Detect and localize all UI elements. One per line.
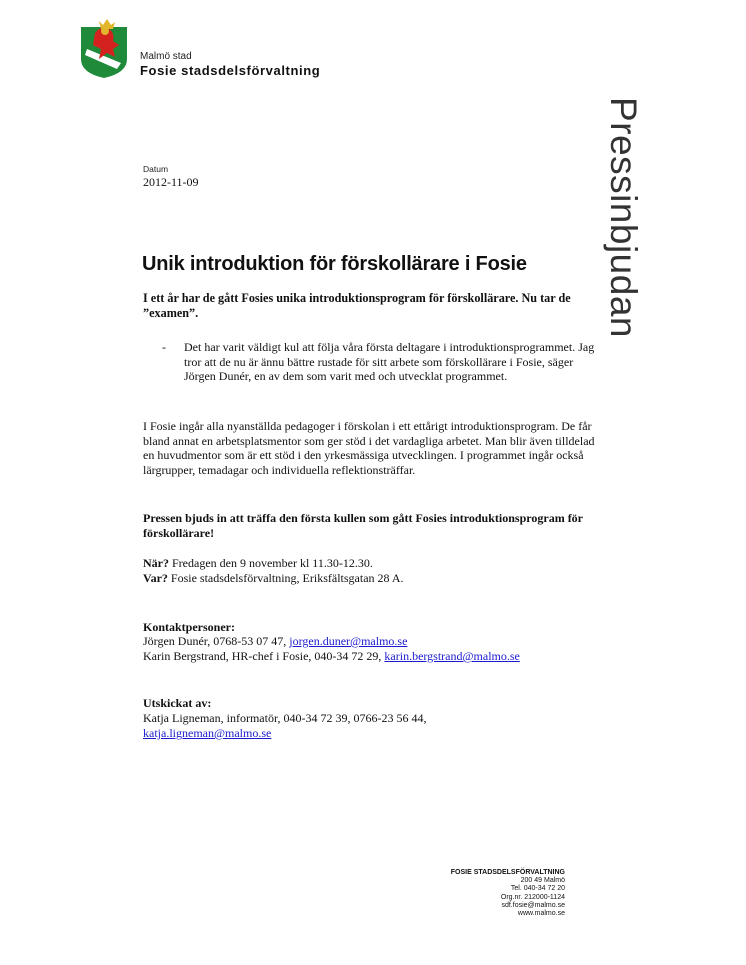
sent-by-line: Katja Ligneman, informatör, 040-34 72 39, 0766-23 56 44, <box>143 711 427 725</box>
press-invite: Pressen bjuds in att träffa den första kullen som gått Fosies introduktionsprogram för förskollärare! <box>143 511 583 540</box>
footer-address <box>451 869 565 918</box>
page-title: Unik introduktion för förskollärare i Fosie <box>142 253 527 275</box>
footer-line: sdf.fosie@malmo.se <box>501 901 565 909</box>
sent-by-email <box>143 726 271 741</box>
quote-text: Det har varit väldigt kul att följa våra första deltagare i introduktionsprogrammet. Jag tror att de nu är ännu bättre rustade för sitt arbete som förskollärare i Fosie, säger Jörgen Dunér, en av dem som varit med och utvecklat programmet. <box>184 340 595 383</box>
malmo-griffin-crest-icon <box>79 19 129 79</box>
lead-paragraph: I ett år har de gått Fosies unika introduktionsprogram för förskollärare. Nu tar de ”examen”. <box>143 291 571 320</box>
date-label: Datum <box>143 164 169 174</box>
malmo-logo <box>79 19 129 79</box>
contact-item <box>143 634 407 649</box>
footer-line: www.malmo.se <box>517 910 565 918</box>
contact-email-link[interactable]: jorgen.duner@malmo.se <box>289 634 408 648</box>
sent-by-email-link[interactable]: katja.ligneman@malmo.se <box>143 726 272 740</box>
when-label: När? <box>143 556 169 570</box>
contact-text: Karin Bergstrand, HR-chef i Fosie, 040-34 72 29, <box>143 649 385 663</box>
footer-line: Tel. 040-34 72 20 <box>510 885 565 893</box>
contact-email-link[interactable]: karin.bergstrand@malmo.se <box>384 649 520 663</box>
where-label: Var? <box>143 570 168 585</box>
where-value: Fosie stadsdelsförvaltning, Eriksfältsgatan 28 A. <box>167 570 404 585</box>
sent-by-title: Utskickat av: <box>143 696 212 710</box>
event-when <box>143 556 404 571</box>
quote-dash: - <box>162 340 166 354</box>
date-value: 2012-11-09 <box>143 175 199 189</box>
event-where <box>143 571 404 586</box>
footer-line: 200 49 Malmö <box>520 877 565 885</box>
footer-org-name: FOSIE STADSDELSFÖRVALTNING <box>450 869 565 876</box>
contacts-title: Kontaktpersoner: <box>143 620 235 634</box>
footer-line: Org.nr. 212000-1124 <box>500 893 565 901</box>
org-small-name: Malmö stad <box>140 51 192 62</box>
when-value: Fredagen den 9 november kl 11.30-12.30. <box>169 556 373 570</box>
contact-text: Jörgen Dunér, 0768-53 07 47, <box>143 634 290 648</box>
event-details <box>143 556 404 585</box>
quote-block <box>162 340 602 384</box>
body-paragraph: I Fosie ingår alla nyanställda pedagoger i förskolan i ett ettårigt introduktionsprogram. De får bland annat en arbetsplatsmentor som ger stöd i det vardagliga arbetet. Man blir även tilldelad en huvudmentor som är ett stöd i den yrkesmässiga utvecklingen. I programmet ingår också lärgrupper, temadagar och individuella reflektionsträffar. <box>143 419 595 477</box>
side-label <box>603 95 663 415</box>
side-label-text: Pressinbjudan <box>603 97 644 338</box>
org-name: Fosie stadsdelsförvaltning <box>140 63 321 78</box>
contact-item <box>143 649 520 664</box>
